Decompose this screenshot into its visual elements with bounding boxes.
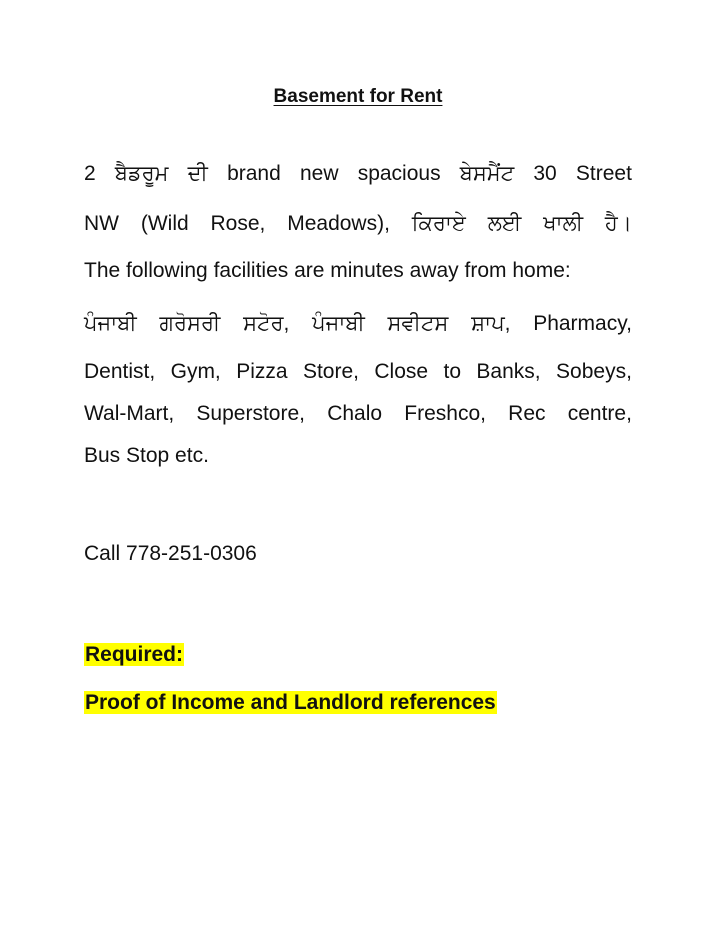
word: 2 <box>84 162 96 185</box>
sentence: The following facilities are minutes away from home: <box>84 259 571 282</box>
body-line-7 <box>84 444 632 468</box>
word: to <box>443 360 462 383</box>
word: Rose, <box>210 212 266 235</box>
word: ਸਟੋਰ, <box>243 312 290 335</box>
word: Gym, <box>170 360 221 383</box>
word: Wal-Mart, <box>84 402 175 425</box>
required-heading <box>84 642 184 668</box>
word: ਬੇਸਮੈਂਟ <box>459 162 515 185</box>
word: Meadows), <box>287 212 390 235</box>
sentence: Bus Stop etc. <box>84 444 209 467</box>
word: Close <box>374 360 429 383</box>
word: NW <box>84 212 119 235</box>
word: spacious <box>357 162 441 185</box>
word: ਸਵੀਟਸ <box>387 312 449 335</box>
word: Superstore, <box>196 402 305 425</box>
word: new <box>299 162 339 185</box>
document-title: Basement for Rent <box>273 86 443 107</box>
word: brand <box>227 162 281 185</box>
word: ਕਿਰਾਏ <box>411 212 466 235</box>
word: Chalo <box>327 402 383 425</box>
word: Sobeys, <box>556 360 632 383</box>
word: Street <box>575 162 632 185</box>
body-line-6 <box>84 402 632 426</box>
word: ਦੀ <box>187 162 208 185</box>
word: ਪੰਜਾਬੀ <box>312 312 365 335</box>
required-label: Required: <box>85 643 184 666</box>
body-line-5 <box>84 360 632 384</box>
word: ਗਰੋਸਰੀ <box>159 312 221 335</box>
body-line-1 <box>84 162 632 186</box>
word: ਪੰਜਾਬੀ <box>84 312 137 335</box>
body-line-4 <box>84 312 632 336</box>
required-text: Proof of Income and Landlord references <box>85 691 496 714</box>
word: Pizza <box>236 360 288 383</box>
contact-phone: Call 778-251-0306 <box>84 542 257 565</box>
word: 30 <box>533 162 557 185</box>
word: Rec <box>508 402 546 425</box>
word: Store, <box>302 360 359 383</box>
word: (Wild <box>140 212 189 235</box>
word: Banks, <box>476 360 541 383</box>
word: ਸ਼ਾਪ, <box>471 312 511 335</box>
body-line-3 <box>84 259 632 283</box>
word: ਖਾਲੀ <box>543 212 584 235</box>
word: Freshco, <box>404 402 486 425</box>
word: ਹੈ। <box>604 212 632 235</box>
word: Pharmacy, <box>533 312 632 335</box>
word: ਬੈਡਰੂਮ <box>114 162 169 185</box>
word: ਲਈ <box>487 212 522 235</box>
body-line-2 <box>84 212 632 236</box>
required-details <box>84 690 497 716</box>
word: Dentist, <box>84 360 156 383</box>
word: centre, <box>567 402 632 425</box>
